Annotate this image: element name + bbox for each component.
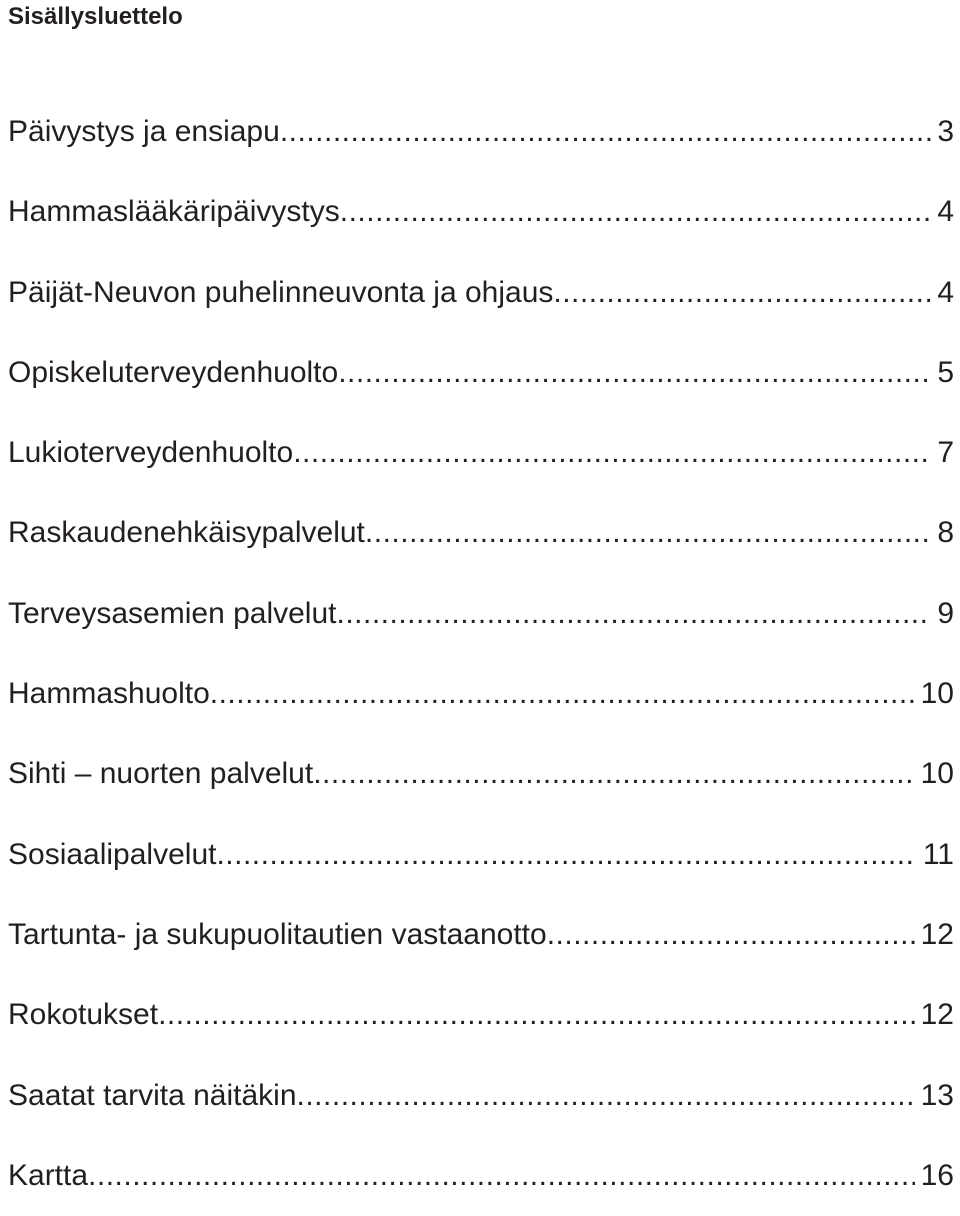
toc-page-number: 11 [922,837,954,871]
toc-page-number: 9 [937,596,954,630]
toc-entry-kartta[interactable] [8,1136,954,1216]
toc-entry-saatat-tarvita[interactable] [8,1056,954,1136]
toc-entry-title: Rokotukset [8,998,159,1032]
toc-entry-title: Saatat tarvita näitäkin [8,1078,297,1112]
toc-entry-paijat-neuvo[interactable] [8,253,954,333]
toc-entry-hammashuolto[interactable] [8,654,954,734]
toc-entry-title: Hammaslääkäripäivystys [8,195,340,229]
toc-page-number: 4 [937,195,954,229]
toc-entry-title: Opiskeluterveydenhuolto [8,355,339,389]
toc-page-number: 12 [920,998,954,1032]
toc-entry-opiskeluterveydenhuolto[interactable] [8,333,954,413]
toc-entry-raskaudenehkaisypalvelut[interactable] [8,493,954,573]
toc-entry-title: Lukioterveydenhuolto [8,436,294,470]
dot-leader [338,333,931,413]
toc-entry-title: Päijät-Neuvon puhelinneuvonta ja ohjaus [8,275,554,309]
dot-leader [280,92,932,172]
toc-entry-rokotukset[interactable] [8,975,954,1055]
toc-page-number: 12 [920,917,954,951]
toc-entry-lukioterveydenhuolto[interactable] [8,413,954,493]
toc-entry-title: Hammashuolto [8,677,210,711]
dot-leader [365,493,931,573]
toc-entry-title: Terveysasemien palvelut [8,596,337,630]
toc-page-number: 7 [937,436,954,470]
toc-entry-sosiaalipalvelut[interactable] [8,815,954,895]
toc-entry-title: Sosiaalipalvelut [8,837,217,871]
dot-leader [158,975,915,1055]
dot-leader [547,895,915,975]
dot-leader [340,172,932,252]
toc-entry-hammaslaakaripaivystys[interactable] [8,172,954,252]
dot-leader [216,815,916,895]
toc-page-number: 3 [937,115,954,148]
toc-heading: Sisällysluettelo [8,3,183,30]
toc-entry-title: Sihti – nuorten palvelut [8,757,314,791]
toc-entry-sihti[interactable] [8,734,954,814]
dot-leader [553,253,931,333]
toc-page-number: 4 [937,275,954,309]
dot-leader [210,654,915,734]
toc-entry-title: Raskaudenehkäisypalvelut [8,516,365,550]
toc-entry-title: Tartunta- ja sukupuolitautien vastaanotto [8,917,547,951]
toc-entry-paivystys[interactable] [8,92,954,172]
dot-leader [88,1136,915,1216]
dot-leader [293,413,931,493]
dot-leader [313,734,914,814]
toc-page-number: 10 [920,757,954,791]
dot-leader [337,574,932,654]
dot-leader [297,1056,915,1136]
toc-page-number: 10 [920,677,954,711]
toc-page-number: 5 [937,355,954,389]
table-of-contents [8,92,954,1216]
toc-entry-terveysasemien-palvelut[interactable] [8,574,954,654]
toc-entry-tartuntatautien-vastaanotto[interactable] [8,895,954,975]
toc-page-number: 16 [920,1158,954,1192]
toc-page-number: 13 [920,1078,954,1112]
toc-page-number: 8 [937,516,954,550]
toc-entry-title: Kartta [8,1158,89,1192]
toc-entry-title: Päivystys ja ensiapu [8,115,280,148]
